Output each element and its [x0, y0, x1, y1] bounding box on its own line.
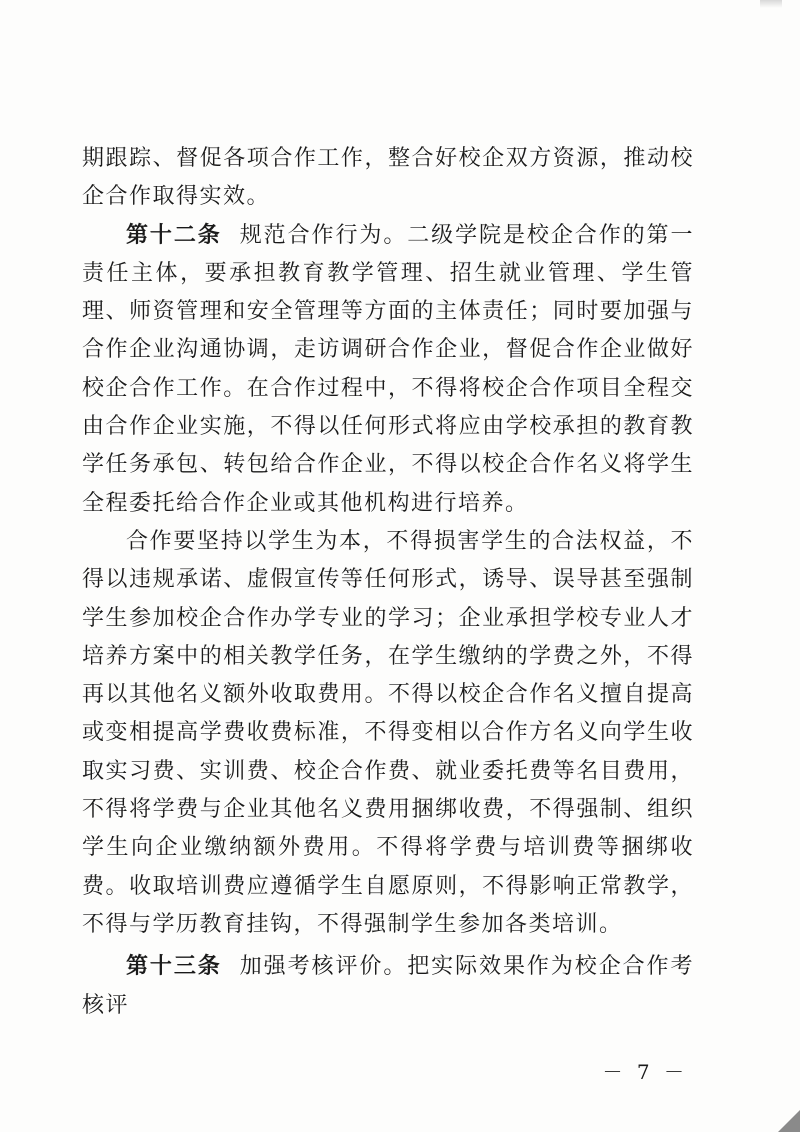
- paragraph-text: 加强考核评价。把实际效果作为校企合作考核评: [82, 954, 694, 1018]
- article-number: 第十三条: [126, 954, 222, 980]
- paragraph-text: 期跟踪、督促各项合作工作，整合好校企双方资源，推动校企合作取得实效。: [82, 146, 694, 210]
- paragraph-article-12: [82, 217, 694, 523]
- scan-shadow: [760, 0, 782, 8]
- paragraph-text: 规范合作行为。二级学院是校企合作的第一责任主体，要承担教育教学管理、招生就业管理、学生管理、师资管理和安全管理等方面的主体责任；同时要加强与合作企业沟通协调，走访调研合作企业，督促合作企业做好校企合作工作。在合作过程中，不得将校企合作项目全程交由合作企业实施，不得以任何形式将应由学校承担的教育教学任务承包、转包给合作企业，不得以校企合作名义将学生全程委托给合作企业或其他机构进行培养。: [82, 222, 694, 516]
- paragraph-article-13: [82, 948, 694, 1025]
- corner-fold-shape: [774, 1110, 800, 1132]
- paragraph-cooperation-rules: [82, 523, 694, 944]
- article-number: 第十二条: [126, 222, 222, 248]
- page-number: － 7 －: [602, 1060, 688, 1084]
- paragraph-continuation: [82, 140, 694, 217]
- paragraph-text: 合作要坚持以学生为本，不得损害学生的合法权益，不得以违规承诺、虚假宣传等任何形式，诱导、误导甚至强制学生参加校企合作办学专业的学习；企业承担学校专业人才培养方案中的相关教学任务，在学生缴纳的学费之外，不得再以其他名义额外收取费用。不得以校企合作名义擅自提高或变相提高学费收费标准，不得变相以合作方名义向学生收取实习费、实训费、校企合作费、就业委托费等名目费用，不得将学费与企业其他名义费用捆绑收费，不得强制、组织学生向企业缴纳额外费用。不得将学费与培训费等捆绑收费。收取培训费应遵循学生自愿原则，不得影响正常教学，不得与学历教育挂钩，不得强制学生参加各类培训。: [82, 528, 694, 937]
- body-text: [82, 140, 694, 1025]
